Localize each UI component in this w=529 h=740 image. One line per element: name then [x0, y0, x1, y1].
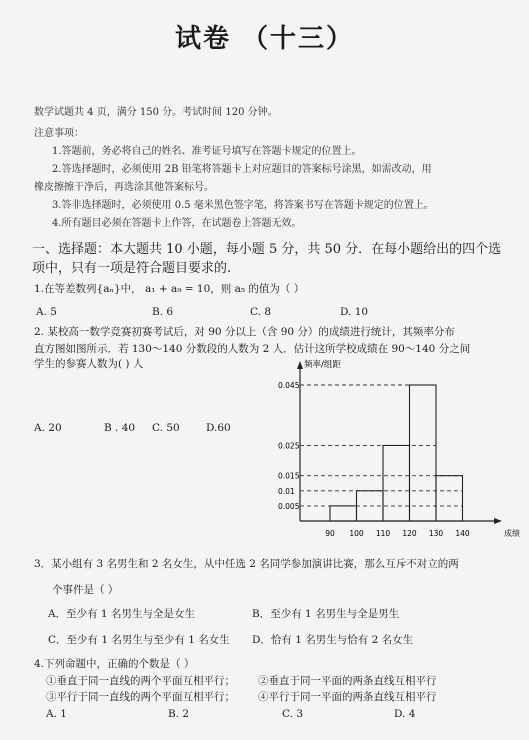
exam-info: 数学试题共 4 页，满分 150 分。考试时间 120 分钟。 — [34, 107, 278, 118]
y-axis-arrow — [297, 361, 303, 369]
x-tick-label: 100 — [349, 529, 364, 538]
frequency-histogram — [260, 355, 522, 550]
histogram-bar — [410, 385, 437, 521]
q4-option-b: B. 2 — [168, 708, 190, 720]
x-axis-label: 成绩 — [504, 529, 520, 538]
q4-proposition-4: ④平行于同一平面的两条直线互相平行 — [258, 691, 437, 703]
y-tick-label: 0.045 — [278, 381, 300, 390]
q3-option-a: A．至少有 1 名男生与全是女生 — [48, 608, 195, 620]
note-3: 3.答非选择题时，必须使用 0.5 毫米黑色签字笔，将答案书写在答题卡规定的位置上。 — [52, 200, 434, 211]
q1-stem: 1.在等差数列{aₙ}中， a₁ + a₉ = 10，则 a₅ 的值为（ ） — [34, 283, 305, 295]
exam-title: 试卷 （十三） — [174, 24, 355, 54]
x-tick-label: 130 — [428, 529, 444, 538]
q2-line-1: 2. 某校高一数学竞赛初赛考试后，对 90 分以上（含 90 分）的成绩进行统计，其频率分布 — [34, 326, 455, 338]
y-tick-label: 0.01 — [278, 486, 295, 496]
q1-option-c: C. 8 — [250, 306, 272, 318]
q3-line-1: 3．某小组有 3 名男生和 2 名女生，从中任选 2 名同学参加演讲比赛，那么互斥不对立的两 — [34, 558, 459, 570]
note-2: 2.答选择题时，必须使用 2B 铅笔将答题卡上对应题目的答案标号涂黑，如需改动，用 — [52, 164, 432, 175]
q4-proposition-3: ③平行于同一直线的两个平面互相平行； — [46, 691, 235, 703]
x-axis-arrow — [494, 518, 502, 524]
section1-heading-1: 一、选择题：本大题共 10 小题，每小题 5 分，共 50 分．在每小题给出的四个选 — [32, 242, 502, 257]
q2-option-b: B . 40 — [104, 422, 136, 434]
q2-option-a: A. 20 — [34, 422, 62, 434]
q1-option-d: D. 10 — [340, 306, 369, 318]
q4-stem: 4.下列命题中，正确的个数是（ ） — [34, 658, 195, 670]
q4-option-a: A. 1 — [46, 708, 67, 720]
x-tick-label: 110 — [375, 529, 391, 538]
q4-option-d: D. 4 — [394, 708, 416, 720]
y-tick-label: 0.005 — [278, 501, 300, 511]
histogram-bar — [436, 476, 463, 521]
histogram-bar — [330, 506, 357, 521]
note-4: 4.所有题目必须在答题卡上作答，在试题卷上答题无效。 — [52, 218, 302, 229]
histogram-bar — [383, 445, 410, 521]
q3-option-c: C．至少有 1 名男生与至少有 1 名女生 — [48, 634, 230, 646]
x-tick-label: 120 — [402, 529, 417, 538]
x-tick-label: 90 — [325, 529, 335, 538]
q3-option-d: D．恰有 1 名男生与恰有 2 名女生 — [252, 634, 414, 646]
section1-heading-2: 项中，只有一项是符合题目要求的. — [32, 261, 232, 276]
q2-line-3: 学生的参赛人数为( ) 人 — [34, 358, 144, 370]
note-1: 1.答题前，务必将自己的姓名、准考证号填写在答题卡规定的位置上。 — [52, 146, 362, 157]
q3-line-2: 个事件是（ ） — [52, 584, 119, 596]
q4-proposition-2: ②垂直于同一平面的两条直线互相平行 — [258, 675, 437, 687]
q4-proposition-1: ①垂直于同一直线的两个平面互相平行； — [46, 675, 235, 687]
q3-option-b: B．至少有 1 名男生与全是男生 — [252, 608, 400, 620]
x-tick-label: 140 — [455, 529, 470, 538]
y-tick-label: 0.015 — [278, 471, 300, 481]
notes-heading: 注意事项： — [34, 128, 84, 139]
note-2-cont: 橡皮擦擦干净后，再选涂其他答案标号。 — [34, 182, 214, 193]
q2-option-d: D.60 — [206, 422, 231, 434]
q2-line-2: 直方图如图所示．若 130～140 分数段的人数为 2 人．估计这所学校成绩在 90～140 分之间 — [34, 343, 471, 355]
q1-option-b: B. 6 — [152, 306, 174, 318]
y-tick-label: 0.025 — [278, 441, 300, 451]
q2-option-c: C. 50 — [152, 422, 180, 434]
q1-option-a: A. 5 — [36, 306, 57, 318]
y-axis-label: 频率/组距 — [304, 360, 341, 370]
q4-option-c: C. 3 — [282, 708, 304, 720]
